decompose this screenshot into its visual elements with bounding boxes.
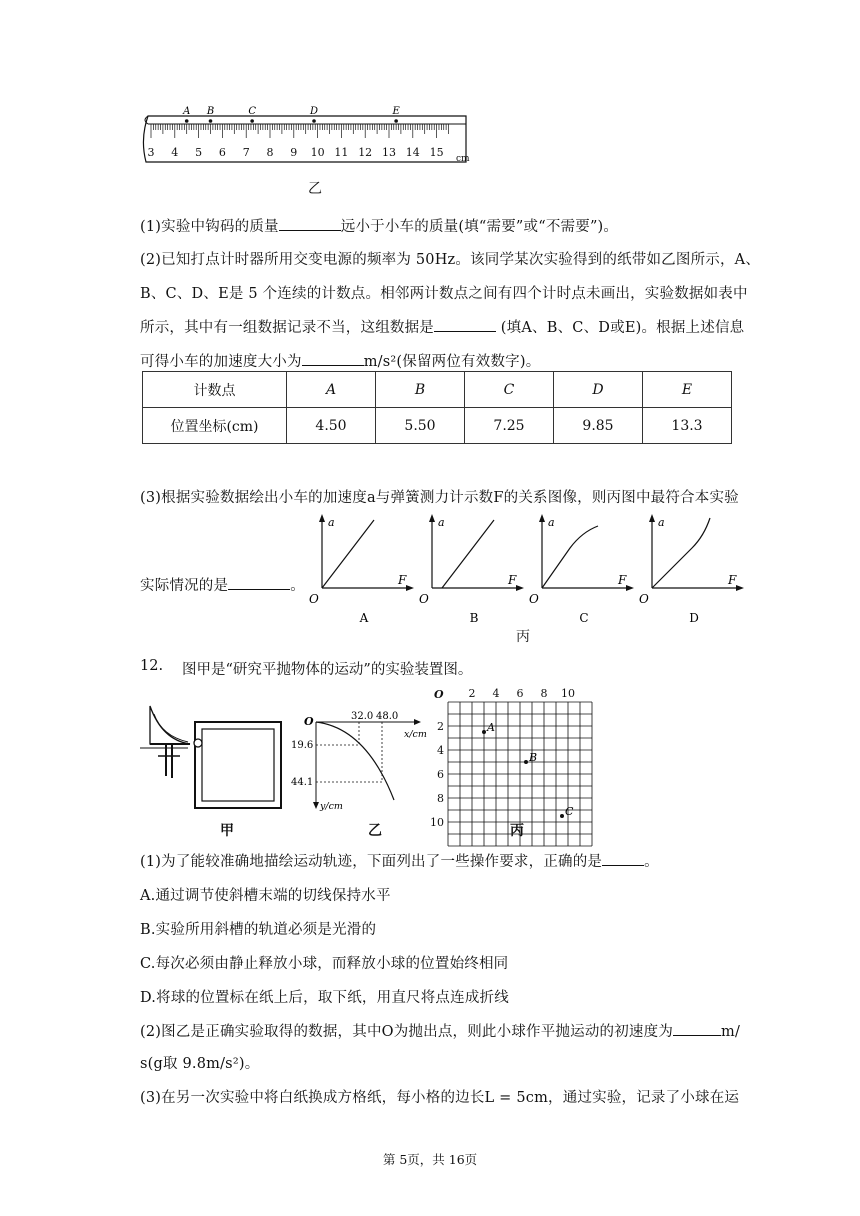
q12-number: 12. [140,658,164,674]
table-cell: 计数点 [143,372,287,408]
ruler-tick-label: 12 [358,146,373,159]
af-curve [542,526,598,588]
q11-p2-line1: (2)已知打点计时器所用交变电源的频率为 50Hz。该同学某次实验得到的纸带如乙图所示，A、 [140,252,761,268]
x-arrow [516,585,524,591]
q11-p3-l2: 实际情况的是 [140,578,229,594]
grid-top-tick: 8 [540,687,548,700]
grid-top-tick: 6 [516,687,524,700]
fig-caption-bing: 丙 [510,823,524,839]
q11-p3-line2 [140,574,305,595]
ruler-point-label: D [310,106,319,117]
origin-label: O [309,592,319,606]
grid-point-label: A [487,721,495,734]
q12-p2-l1a: (2)图乙是正确实验取得的数据，其中O为抛出点，则此小球作平抛运动的初速度为 [140,1024,674,1040]
af-graph-A [309,514,414,625]
table-cell: 9.85 [554,408,643,444]
origin-label: O [529,592,539,606]
q11-p2-line2: B、C、D、E是 5 个连续的计数点。相邻两计数点之间有四个计时点未画出，实验数据如表中 [140,286,748,302]
fig2-y1: 19.6 [291,740,314,751]
option-a: A.通过调节使斜槽末端的切线保持水平 [140,888,391,904]
answer-blank[interactable] [228,575,290,590]
f-label: F [728,573,737,587]
origin-label: O [419,592,429,606]
af-curve [442,520,494,588]
af-graphs [300,510,760,630]
af-curve [322,520,374,588]
q12-p1-prefix: (1)为了能较准确地描绘运动轨迹，下面列出了一些操作要求，正确的是 [140,854,603,870]
grid-left-tick: 4 [437,744,444,757]
table-cell: C [465,372,554,408]
grid-top-tick: 10 [561,687,575,700]
ruler-point-label: C [248,106,256,117]
option-d: D.将球的位置标在纸上后，取下纸，用直尺将点连成折线 [140,990,509,1006]
table-row [143,408,732,444]
ruler-point-dot [250,119,254,123]
y-arrow [649,514,655,522]
af-graph-D [639,514,744,625]
origin-label: O [639,592,649,606]
page-footer: 第 5页，共 16页 [382,1152,478,1167]
q11-p1-prefix: (1)实验中钩码的质量 [140,219,279,235]
ruler-tick-label: 15 [429,146,444,159]
ruler-tick-label: 10 [310,146,325,159]
ruler-tick-label: 11 [334,146,349,159]
answer-blank[interactable] [673,1021,721,1036]
y-arrow [319,514,325,522]
q11-p3-line1: (3)根据实验数据绘出小车的加速度a与弹簧测力计示数F的关系图像，则丙图中最符合本实验 [140,490,739,506]
y-arrow [429,514,435,522]
ruler-tick-label: 13 [382,146,396,159]
answer-blank[interactable] [302,351,364,366]
a-label: a [438,516,445,529]
option-b: B.实验所用斜槽的轨道必须是光滑的 [140,922,377,938]
q11-p2-l4a: 可得小车的加速度大小为 [140,354,302,370]
a-label: a [328,516,335,529]
q11-p2-l3b: (填A、B、C、D或E)。根据上述信息 [496,320,745,336]
grid-left-tick: 2 [437,720,444,733]
q11-p2-l4b: m/s²(保留两位有效数字)。 [363,354,541,370]
table-cell: A [287,372,376,408]
af-graph-B [419,514,524,625]
grid-left-tick: 6 [437,768,444,781]
q11-p2-l3a: 所示，其中有一组数据记录不当，这组数据是 [140,320,434,336]
q11-p1-suffix: 远小于小车的质量(填“需要”或“不需要”)。 [340,219,619,235]
fig-caption-jia: 甲 [220,823,234,839]
option-label: A [359,611,369,625]
option-label: D [689,611,699,625]
ruler-tick-label: 6 [218,146,226,159]
q12-p2-l1b: m/ [721,1024,741,1040]
ruler-point-dot [209,119,213,123]
a-label: a [658,516,665,529]
table-cell: D [554,372,643,408]
option-label: B [469,611,479,625]
ruler-point-label: E [392,106,400,117]
answer-blank[interactable] [434,317,496,332]
q12-p1-suffix: 。 [644,854,659,870]
answer-blank[interactable] [279,216,341,231]
f-label: F [508,573,517,587]
ruler-tick-label: 9 [290,146,298,159]
x-arrow [406,585,414,591]
grid-top-tick: 2 [468,687,476,700]
q12-part2-line2: s(g取 9.8m/s²)。 [140,1056,260,1072]
grid-point-dot [482,730,486,734]
table-cell: 7.25 [465,408,554,444]
table-cell: E [643,372,732,408]
ruler-point-label: A [183,106,191,117]
ruler-tick-label: 5 [195,146,203,159]
fig2-y2: 44.1 [291,777,314,788]
q12-title: 图甲是“研究平抛物体的运动”的实验装置图。 [182,662,473,678]
q11-p2-line3 [140,316,744,337]
graphs-caption: 丙 [516,629,530,645]
ruler-caption: 乙 [308,181,322,197]
q11-part1 [140,215,618,236]
ruler-tick-label: 7 [242,146,250,159]
fig-caption-yi: 乙 [368,823,382,839]
ruler-point-dot [394,119,398,123]
ruler-unit: cm [456,154,470,164]
table-cell: 13.3 [643,408,732,444]
table-cell: 5.50 [376,408,465,444]
ruler-tick-label: 4 [171,146,179,159]
grid-origin: O [434,688,444,701]
ruler-figure [138,102,478,170]
grid-figure [430,686,592,829]
q11-p3-l2end: 。 [290,578,305,594]
fig2-origin: O [304,715,314,728]
table-cell: 位置坐标(cm) [143,408,287,444]
fig2-x-axis-label: x/cm [404,729,427,740]
grid-top-tick: 4 [492,687,500,700]
f-label: F [618,573,627,587]
answer-blank[interactable] [602,851,644,866]
ruler-point-label: B [206,106,215,117]
ruler-tick-label: 3 [147,146,155,159]
table-row [143,372,732,408]
q11-p2-line4 [140,350,540,371]
option-label: C [579,611,589,625]
ruler-tick-label: 8 [266,146,274,159]
f-label: F [398,573,407,587]
grid-left-tick: 8 [437,792,444,805]
y-arrow [539,514,545,522]
grid-point-label: B [529,751,538,764]
ruler-point-dot [312,119,316,123]
apparatus-figure [140,706,290,818]
fig2-x1: 32.0 [351,711,374,722]
grid-point-label: C [565,805,574,818]
grid-left-tick: 10 [430,816,444,829]
a-label: a [548,516,555,529]
trajectory-figure [291,710,431,815]
ruler-point-dot [185,119,189,123]
grid-point-dot [560,814,564,818]
option-c: C.每次必须由静止释放小球，而释放小球的位置始终相同 [140,956,509,972]
position-table [142,371,732,444]
q12-part3-line1: (3)在另一次实验中将白纸换成方格纸，每小格的边长L = 5cm，通过实验，记录了小球在运 [140,1090,740,1106]
table-cell: B [376,372,465,408]
q12-part2-line1 [140,1020,740,1041]
af-graph-C [529,514,634,625]
ruler-tick-label: 14 [405,146,420,159]
fig2-x2: 48.0 [376,711,399,722]
grid-point-dot [524,760,528,764]
x-arrow [736,585,744,591]
x-arrow [626,585,634,591]
fig2-y-axis-label: y/cm [320,801,343,812]
q12-part1 [140,850,659,871]
table-cell: 4.50 [287,408,376,444]
